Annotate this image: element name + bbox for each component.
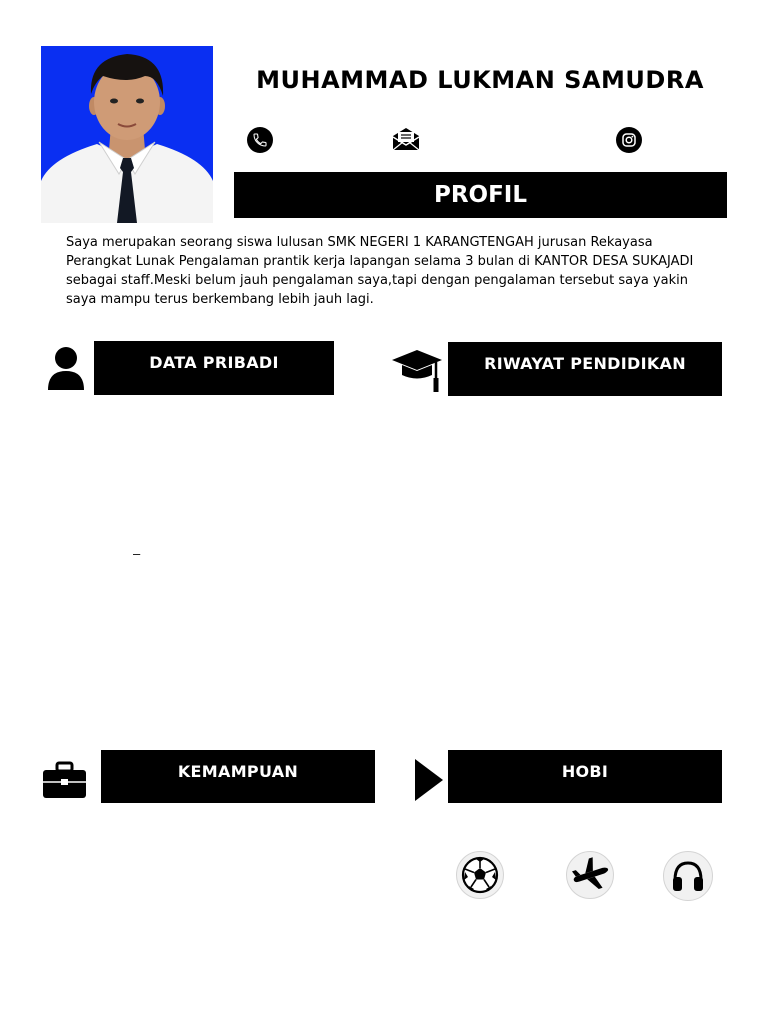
graduation-cap-icon bbox=[391, 348, 443, 394]
data-pribadi-heading: DATA PRIBADI bbox=[94, 341, 334, 395]
profile-description: Saya merupakan seorang siswa lulusan SMK NEGERI 1 KARANGTENGAH jurusan Rekayasa Perangkat Lunak Pengalaman prantik kerja lapangan selama 3 bulan di KANTOR DESA SUKAJADI sebagai staff.Meski belum jauh pengalaman saya,tapi dengan pengalaman tersebut saya yakin saya mampu terus berkembang lebih jauh lagi. bbox=[66, 235, 694, 307]
kemampuan-heading: KEMAMPUAN bbox=[101, 750, 375, 803]
riwayat-pendidikan-heading: RIWAYAT PENDIDIKAN bbox=[448, 342, 722, 396]
person-icon bbox=[46, 346, 86, 392]
personal-data-content: – bbox=[133, 546, 141, 561]
soccer-ball-icon bbox=[456, 851, 504, 899]
mail-icon[interactable] bbox=[392, 127, 420, 151]
profile-heading: PROFIL bbox=[234, 172, 727, 218]
airplane-icon bbox=[566, 851, 614, 899]
briefcase-icon bbox=[42, 761, 87, 799]
person-name: MUHAMMAD LUKMAN SAMUDRA bbox=[256, 66, 704, 94]
hobi-heading: HOBI bbox=[448, 750, 722, 803]
instagram-icon[interactable] bbox=[616, 127, 642, 153]
headphones-icon bbox=[663, 851, 713, 901]
play-triangle-icon bbox=[414, 758, 444, 802]
profile-photo bbox=[41, 46, 213, 223]
phone-icon[interactable] bbox=[247, 127, 273, 153]
